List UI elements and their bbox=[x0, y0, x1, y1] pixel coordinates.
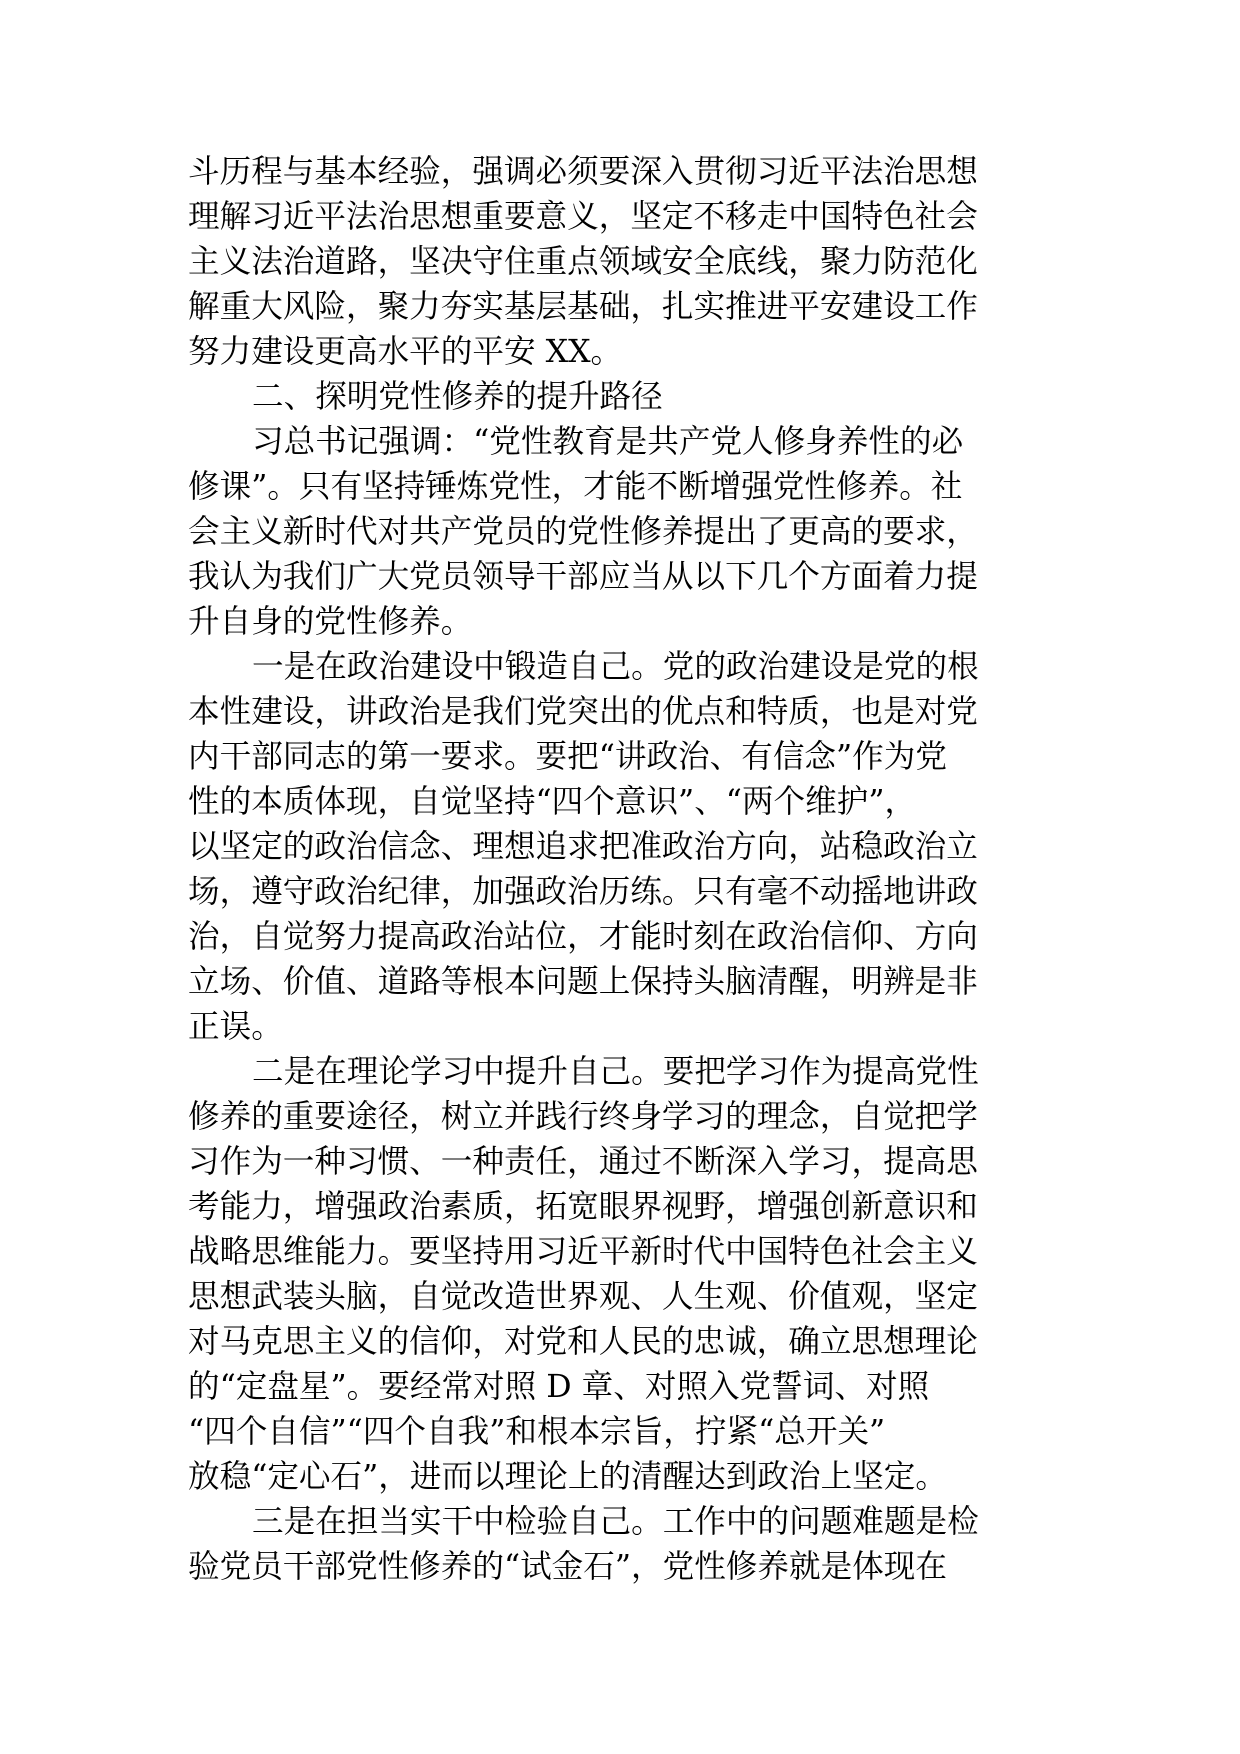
text-line: 内干部同志的第一要求。要把“讲政治、有信念”作为党 bbox=[188, 739, 947, 775]
text-line: 思想武装头脑，自觉改造世界观、人生观、价值观，坚定 bbox=[188, 1279, 978, 1315]
text-line: 本性建设，讲政治是我们党突出的优点和特质，也是对党 bbox=[188, 694, 978, 730]
text-line: 对马克思主义的信仰，对党和人民的忠诚，确立思想理论 bbox=[188, 1324, 978, 1360]
text-line: 治，自觉努力提高政治站位，才能时刻在政治信仰、方向 bbox=[188, 919, 978, 955]
text-line: 一是在政治建设中锻造自己。党的政治建设是党的根 bbox=[252, 649, 979, 685]
text-line: 性的本质体现，自觉坚持“四个意识”、“两个维护”， bbox=[188, 784, 917, 820]
text-line: 放稳“定心石”，进而以理论上的清醒达到政治上坚定。 bbox=[188, 1459, 947, 1495]
text-line: 验党员干部党性修养的“试金石”，党性修养就是体现在 bbox=[188, 1549, 947, 1585]
text-line: 二是在理论学习中提升自己。要把学习作为提高党性 bbox=[252, 1054, 979, 1090]
text-line: 修课”。只有坚持锤炼党性，才能不断增强党性修养。社 bbox=[188, 469, 963, 505]
text-line: 我认为我们广大党员领导干部应当从以下几个方面着力提 bbox=[188, 559, 978, 595]
text-line: 主义法治道路，坚决守住重点领域安全底线，聚力防范化 bbox=[188, 244, 978, 280]
text-line: 场，遵守政治纪律，加强政治历练。只有毫不动摇地讲政 bbox=[188, 874, 978, 910]
text-line: 努力建设更高水平的平安 XX。 bbox=[188, 334, 623, 370]
text-line: 解重大风险，聚力夯实基层基础，扎实推进平安建设工作 bbox=[188, 289, 978, 325]
text-line: 立场、价值、道路等根本问题上保持头脑清醒，明辨是非 bbox=[188, 964, 978, 1000]
text-line: 会主义新时代对共产党员的党性修养提出了更高的要求， bbox=[188, 514, 978, 550]
text-line: 斗历程与基本经验，强调必须要深入贯彻习近平法治思想 bbox=[188, 154, 978, 190]
text-line: 战略思维能力。要坚持用习近平新时代中国特色社会主义 bbox=[188, 1234, 978, 1270]
text-line: 正误。 bbox=[188, 1009, 283, 1045]
text-line: 考能力，增强政治素质，拓宽眼界视野，增强创新意识和 bbox=[188, 1189, 978, 1225]
text-line: 二、探明党性修养的提升路径 bbox=[252, 379, 663, 415]
text-line: 修养的重要途径，树立并践行终身学习的理念，自觉把学 bbox=[188, 1099, 978, 1135]
text-line: 习作为一种习惯、一种责任，通过不断深入学习，提高思 bbox=[188, 1144, 978, 1180]
text-line: 升自身的党性修养。 bbox=[188, 604, 473, 640]
text-line: 习总书记强调：“党性教育是共产党人修身养性的必 bbox=[252, 424, 964, 460]
text-line: 理解习近平法治思想重要意义，坚定不移走中国特色社会 bbox=[188, 199, 978, 235]
text-line: 的“定盘星”。要经常对照 D 章、对照入党誓词、对照 bbox=[188, 1369, 930, 1405]
document-body bbox=[188, 150, 1058, 1590]
text-line: “四个自信”“四个自我”和根本宗旨，拧紧“总开关” bbox=[188, 1414, 886, 1450]
text-line: 三是在担当实干中检验自己。工作中的问题难题是检 bbox=[252, 1504, 979, 1540]
text-line: 以坚定的政治信念、理想追求把准政治方向，站稳政治立 bbox=[188, 829, 978, 865]
